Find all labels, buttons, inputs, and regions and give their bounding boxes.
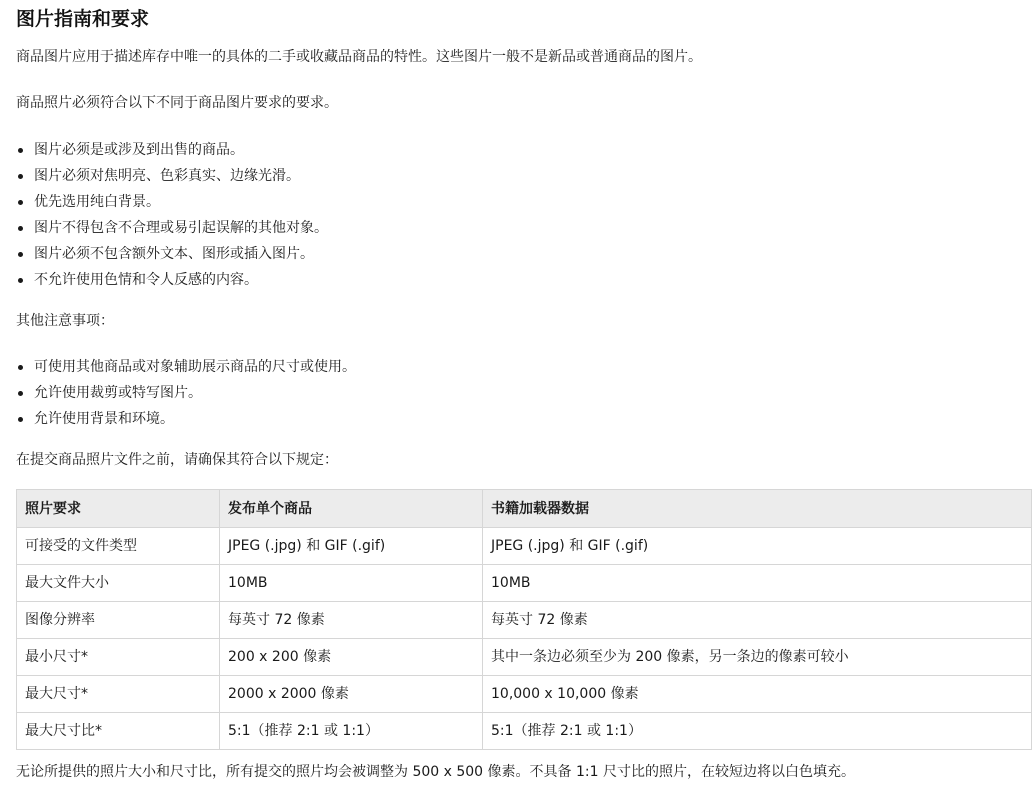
list-item: 图片必须对焦明亮、色彩真实、边缘光滑。 xyxy=(34,166,1036,192)
other-notes-lead: 其他注意事项： xyxy=(16,313,114,329)
list-item: 优先选用纯白背景。 xyxy=(34,192,1036,218)
list-item: 允许使用背景和环境。 xyxy=(34,409,1036,435)
table-cell: 每英寸 72 像素 xyxy=(220,602,483,639)
table-row xyxy=(17,528,1032,565)
intro-paragraph: 商品图片应用于描述库存中唯一的具体的二手或收藏品商品的特性。这些图片一般不是新品或普通商品的图片。 xyxy=(16,49,702,65)
table-cell: 200 x 200 像素 xyxy=(220,639,483,676)
table-cell: 最大尺寸比* xyxy=(17,713,220,750)
table-cell: 5:1（推荐 2:1 或 1:1） xyxy=(483,713,1032,750)
table-cell: 10MB xyxy=(483,565,1032,602)
list-item: 图片不得包含不合理或易引起误解的其他对象。 xyxy=(34,218,1036,244)
page-title: 图片指南和要求 xyxy=(16,8,150,30)
requirement-lead: 商品照片必须符合以下不同于商品图片要求的要求。 xyxy=(16,95,338,111)
table-cell: JPEG (.jpg) 和 GIF (.gif) xyxy=(483,528,1032,565)
table-cell: 10,000 x 10,000 像素 xyxy=(483,676,1032,713)
table-cell: 最大尺寸* xyxy=(17,676,220,713)
footer-note: 无论所提供的照片大小和尺寸比，所有提交的照片均会被调整为 500 x 500 像素。不具备 1:1 尺寸比的照片，在较短边将以白色填充。 xyxy=(16,764,855,780)
photo-requirements-table xyxy=(16,489,1032,750)
list-item: 图片必须不包含额外文本、图形或插入图片。 xyxy=(34,244,1036,270)
list-item: 图片必须是或涉及到出售的商品。 xyxy=(34,140,1036,166)
header-photo-requirement: 照片要求 xyxy=(17,490,220,528)
table-row xyxy=(17,639,1032,676)
table-cell: 5:1（推荐 2:1 或 1:1） xyxy=(220,713,483,750)
table-cell: 最小尺寸* xyxy=(17,639,220,676)
table-row xyxy=(17,602,1032,639)
list-item: 允许使用裁剪或特写图片。 xyxy=(34,383,1036,409)
table-cell: 10MB xyxy=(220,565,483,602)
other-notes-list xyxy=(16,357,1036,435)
table-cell: 可接受的文件类型 xyxy=(17,528,220,565)
main-rules-list xyxy=(16,140,1036,296)
table-cell: JPEG (.jpg) 和 GIF (.gif) xyxy=(220,528,483,565)
table-cell: 最大文件大小 xyxy=(17,565,220,602)
table-row xyxy=(17,676,1032,713)
list-item: 不允许使用色情和令人反感的内容。 xyxy=(34,270,1036,296)
table-row xyxy=(17,565,1032,602)
table-cell: 图像分辨率 xyxy=(17,602,220,639)
table-row xyxy=(17,713,1032,750)
list-item: 可使用其他商品或对象辅助展示商品的尺寸或使用。 xyxy=(34,357,1036,383)
header-single-listing: 发布单个商品 xyxy=(220,490,483,528)
table-cell: 其中一条边必须至少为 200 像素，另一条边的像素可较小 xyxy=(483,639,1032,676)
table-header-row xyxy=(17,490,1032,528)
table-cell: 每英寸 72 像素 xyxy=(483,602,1032,639)
header-book-loader: 书籍加载器数据 xyxy=(483,490,1032,528)
table-cell: 2000 x 2000 像素 xyxy=(220,676,483,713)
before-submit-paragraph: 在提交商品照片文件之前，请确保其符合以下规定： xyxy=(16,452,338,468)
